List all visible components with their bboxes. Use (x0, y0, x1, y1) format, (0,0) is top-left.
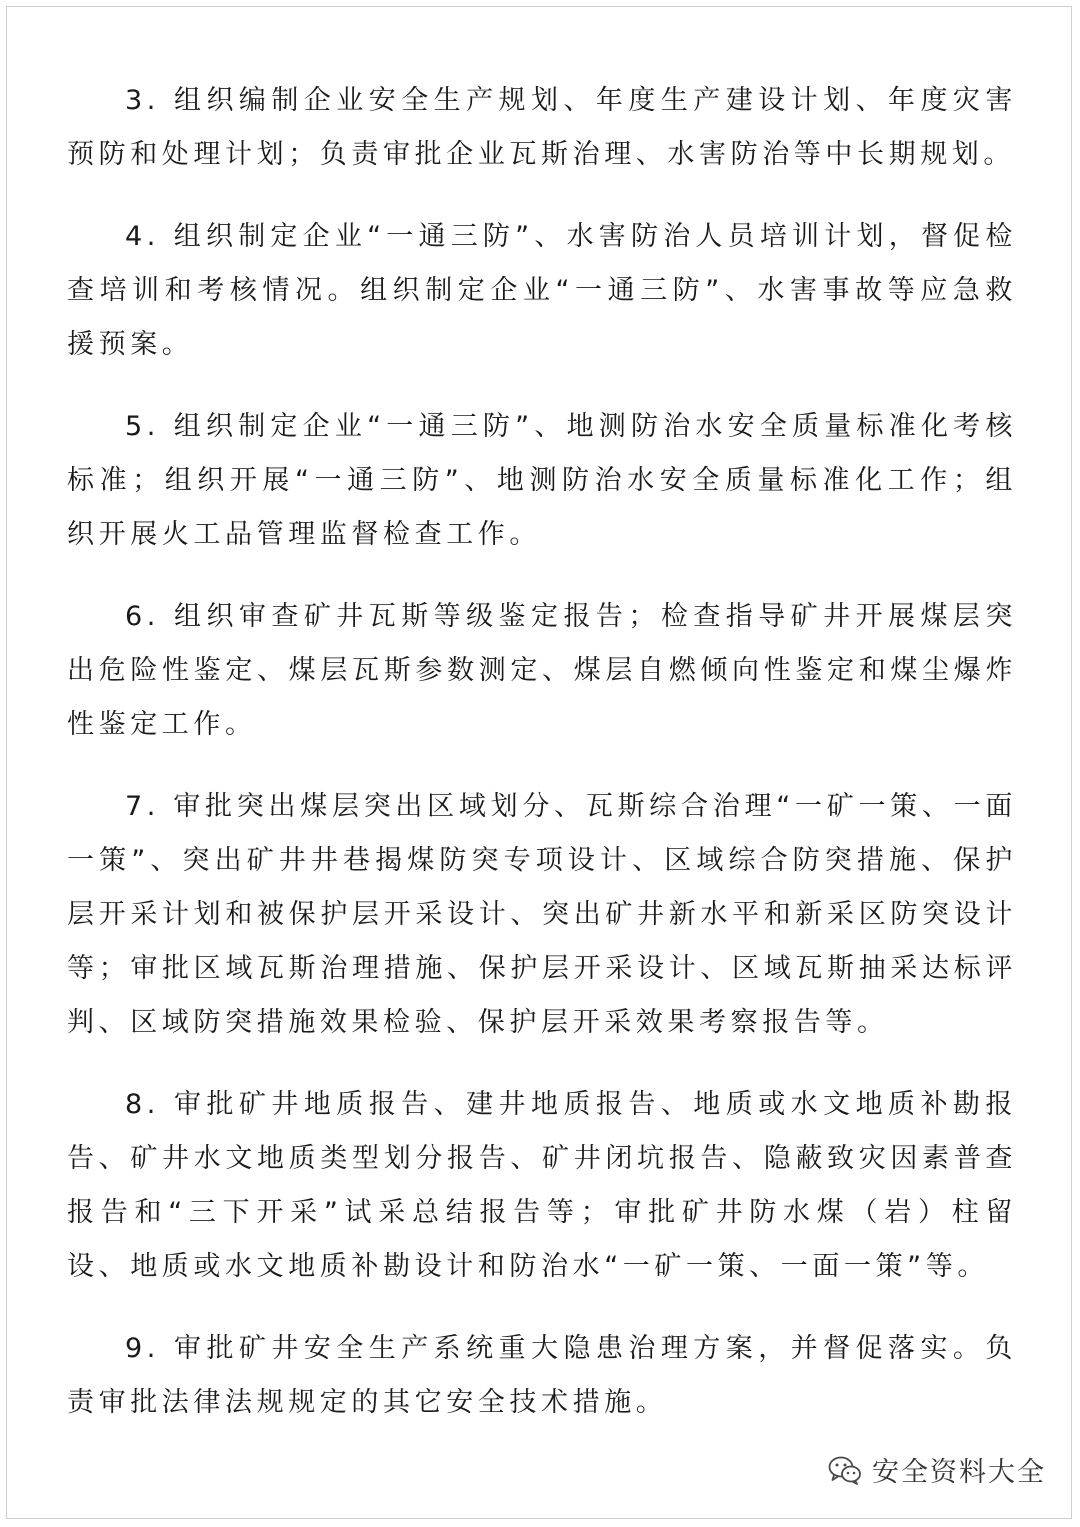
paragraph-4: 4. 组织制定企业“一通三防”、水害防治人员培训计划，督促检查培训和考核情况。组织制定企业“一通三防”、水害事故等应急救援预案。 (67, 221, 1017, 360)
paragraph-5: 5. 组织制定企业“一通三防”、地测防治水安全质量标准化考核标准；组织开展“一通三防”、地测防治水安全质量标准化工作；组织开展火工品管理监督检查工作。 (67, 411, 1017, 550)
paragraph-6: 6. 组织审查矿井瓦斯等级鉴定报告；检查指导矿井开展煤层突出危险性鉴定、煤层瓦斯参数测定、煤层自燃倾向性鉴定和煤尘爆炸性鉴定工作。 (67, 601, 1017, 740)
watermark (828, 1450, 1046, 1489)
document-body (67, 74, 1017, 1430)
paragraph-3: 3. 组织编制企业安全生产规划、年度生产建设计划、年度灾害预防和处理计划；负责审批企业瓦斯治理、水害防治等中长期规划。 (67, 85, 1017, 170)
watermark-text: 安全资料大全 (872, 1457, 1046, 1488)
wechat-icon (828, 1455, 862, 1485)
paragraph-8: 8. 审批矿井地质报告、建井地质报告、地质或水文地质补勘报告、矿井水文地质类型划分报告、矿井闭坑报告、隐蔽致灾因素普查报告和“三下开采”试采总结报告等；审批矿井防水煤（岩）柱留设、地质或水文地质补勘设计和防治水“一矿一策、一面一策”等。 (67, 1089, 1017, 1282)
paragraph-9: 9. 审批矿井安全生产系统重大隐患治理方案，并督促落实。负责审批法律法规规定的其它安全技术措施。 (67, 1333, 1017, 1418)
paragraph-7: 7. 审批突出煤层突出区域划分、瓦斯综合治理“一矿一策、一面一策”、突出矿井井巷揭煤防突专项设计、区域综合防突措施、保护层开采计划和被保护层开采设计、突出矿井新水平和新采区防突设计等；审批区域瓦斯治理措施、保护层开采设计、区域瓦斯抽采达标评判、区域防突措施效果检验、保护层开采效果考察报告等。 (67, 791, 1017, 1038)
